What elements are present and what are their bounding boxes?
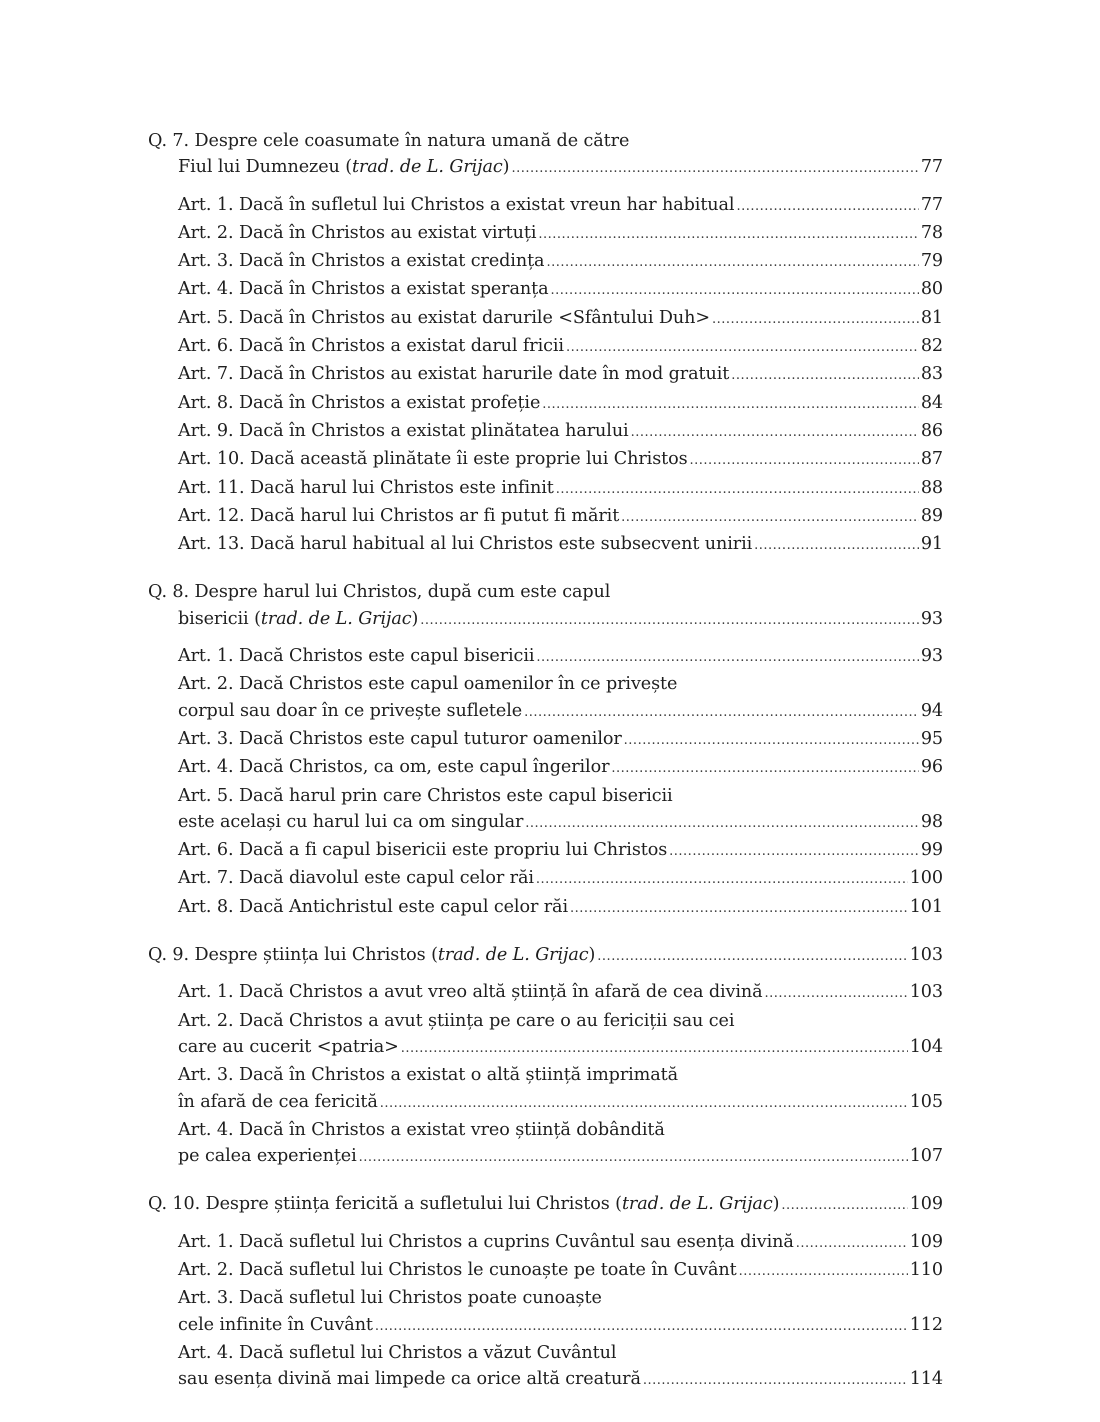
article-title: Art. 2. Dacă Christos este capul oamenilor în ce privește [178,674,678,695]
toc-article-entry[interactable] [148,1117,943,1172]
leader-dots [359,1143,908,1171]
article-title: Art. 9. Dacă în Christos a existat plinătatea harului [178,420,629,441]
article-title: Art. 8. Dacă Antichristul este capul celor răi [178,896,568,917]
article-title: Art. 3. Dacă Christos este capul tuturor oamenilor [178,728,622,749]
page-number: 94 [920,700,943,721]
page-number: 89 [920,505,943,526]
question-title: Q. 8. Despre harul lui Christos, după cum este capul [148,582,611,603]
toc-article-entry[interactable] [148,1008,943,1063]
question-title-cont: bisericii (trad. de L. Grijac) [178,608,419,629]
page-number: 93 [920,646,943,667]
article-title: Art. 13. Dacă harul habitual al lui Christos este subsecvent unirii [178,534,753,555]
toc-question-section [148,1191,943,1394]
page-number: 110 [909,1259,943,1280]
translator-credit: trad. de L. Grijac [621,1194,773,1215]
leader-dots [736,192,918,220]
toc-article-entry[interactable] [148,220,943,248]
article-title: care au cucerit <patria> [178,1036,399,1057]
leader-dots [570,894,908,922]
page-number: 82 [920,336,943,357]
toc-article-entry[interactable] [148,531,943,559]
toc-question-entry[interactable] [148,1191,943,1219]
toc-article-entry[interactable] [148,248,943,276]
article-title: Art. 1. Dacă Christos este capul bisericii [178,646,535,667]
leader-dots [611,754,918,782]
leader-dots [538,220,918,248]
toc-article-entry[interactable] [148,754,943,782]
table-of-contents [148,128,943,1414]
page-number: 84 [920,392,943,413]
toc-article-entry[interactable] [148,1062,943,1117]
toc-question-entry[interactable] [148,579,943,634]
page-number: 95 [920,728,943,749]
page-number: 83 [920,364,943,385]
page-number: 87 [920,449,943,470]
article-title: Art. 5. Dacă în Christos au existat darurile <Sfântului Duh> [178,307,710,328]
leader-dots [566,333,919,361]
toc-article-entry[interactable] [148,865,943,893]
page-number: 112 [909,1314,943,1335]
leader-dots [536,865,908,893]
article-title: în afară de cea fericită [178,1091,378,1112]
toc-article-entry[interactable] [148,894,943,922]
leader-dots [597,942,907,970]
page-number: 86 [920,420,943,441]
page-number: 100 [909,868,943,889]
page-number: 114 [909,1369,943,1390]
leader-dots [624,726,919,754]
toc-article-entry[interactable] [148,305,943,333]
article-title: cele infinite în Cuvânt [178,1314,373,1335]
page-number: 99 [920,840,943,861]
leader-dots [511,154,918,182]
leader-dots [621,503,919,531]
article-title: Art. 11. Dacă harul lui Christos este infinit [178,477,554,498]
page-number: 109 [909,1231,943,1252]
toc-article-entry[interactable] [148,503,943,531]
leader-dots [524,698,919,726]
page-number: 79 [920,251,943,272]
toc-question-section [148,942,943,1171]
leader-dots [731,361,919,389]
article-title: corpul sau doar în ce privește sufletele [178,700,523,721]
article-title: Art. 4. Dacă în Christos a existat vreo știință dobândită [178,1119,665,1140]
leader-dots [550,276,918,304]
page-number: 109 [909,1194,943,1215]
leader-dots [542,390,919,418]
article-title: Art. 10. Dacă această plinătate îi este proprie lui Christos [178,449,688,470]
leader-dots [765,979,908,1007]
toc-question-section [148,128,943,559]
toc-article-entry[interactable] [148,783,943,838]
toc-question-section [148,579,943,922]
page-number: 107 [909,1146,943,1167]
article-title: Art. 2. Dacă în Christos au existat virtuți [178,222,537,243]
question-title: Q. 9. Despre știința lui Christos (trad. de L. Grijac) [148,945,596,966]
page-number: 103 [909,982,943,1003]
article-title: Art. 3. Dacă în Christos a existat credința [178,251,545,272]
article-title: Art. 1. Dacă sufletul lui Christos a cuprins Cuvântul sau esența divină [178,1231,794,1252]
translator-credit: trad. de L. Grijac [352,157,503,178]
leader-dots [796,1229,908,1257]
page-number: 96 [920,757,943,778]
article-title: Art. 1. Dacă Christos a avut vreo altă știință în afară de cea divină [178,982,763,1003]
toc-article-entry[interactable] [148,643,943,671]
translator-credit: trad. de L. Grijac [260,608,412,629]
article-title: Art. 3. Dacă sufletul lui Christos poate cunoaște [178,1288,602,1309]
toc-article-entry[interactable] [148,726,943,754]
article-title: pe calea experienței [178,1146,357,1167]
article-title: Art. 2. Dacă Christos a avut știința pe care o au fericiții sau cei [178,1010,735,1031]
leader-dots [401,1034,908,1062]
toc-article-entry[interactable] [148,192,943,220]
leader-dots [669,837,919,865]
toc-article-entry[interactable] [148,361,943,389]
article-title: Art. 2. Dacă sufletul lui Christos le cunoaște pe toate în Cuvânt [178,1259,737,1280]
leader-dots [712,305,919,333]
article-title: Art. 3. Dacă în Christos a existat o altă știință imprimată [178,1065,678,1086]
toc-question-entry[interactable] [148,128,943,183]
leader-dots [380,1089,908,1117]
toc-article-entry[interactable] [148,1285,943,1340]
question-title-cont: Fiul lui Dumnezeu (trad. de L. Grijac) [178,157,510,178]
toc-article-entry[interactable] [148,418,943,446]
translator-credit: trad. de L. Grijac [437,945,589,966]
toc-question-entry[interactable] [148,942,943,970]
article-title: Art. 4. Dacă Christos, ca om, este capul îngerilor [178,757,610,778]
question-title: Q. 7. Despre cele coasumate în natura umană de către [148,131,630,151]
page-number: 93 [920,608,943,629]
leader-dots [690,446,919,474]
toc-article-entry[interactable] [148,333,943,361]
toc-article-entry[interactable] [148,979,943,1007]
article-title: Art. 6. Dacă a fi capul bisericii este propriu lui Christos [178,840,668,861]
article-title: Art. 6. Dacă în Christos a existat darul fricii [178,336,564,357]
page-number: 103 [909,945,943,966]
page-number: 104 [909,1036,943,1057]
article-title: Art. 12. Dacă harul lui Christos ar fi putut fi mărit [178,505,620,526]
article-title: Art. 7. Dacă în Christos au existat harurile date în mod gratuit [178,364,730,385]
leader-dots [375,1312,908,1340]
toc-article-entry[interactable] [148,1340,943,1395]
leader-dots [556,475,919,503]
article-title: Art. 4. Dacă sufletul lui Christos a văzut Cuvântul [178,1342,617,1363]
leader-dots [781,1191,907,1219]
article-title: sau esența divină mai limpede ca orice altă creatură [178,1369,641,1390]
toc-article-entry[interactable] [148,446,943,474]
leader-dots [546,248,918,276]
toc-article-entry[interactable] [148,1229,943,1257]
toc-article-entry[interactable] [148,390,943,418]
article-title: este același cu harul lui ca om singular [178,811,524,832]
toc-article-entry[interactable] [148,1257,943,1285]
leader-dots [420,606,919,634]
page-number: 101 [909,896,943,917]
toc-article-entry[interactable] [148,671,943,726]
leader-dots [631,418,919,446]
page-number: 91 [920,534,943,555]
page-number: 98 [920,811,943,832]
page-number: 105 [909,1091,943,1112]
page-number: 77 [920,194,943,215]
toc-article-entry[interactable] [148,475,943,503]
leader-dots [754,531,919,559]
page-number: 88 [920,477,943,498]
article-title: Art. 7. Dacă diavolul este capul celor răi [178,868,534,889]
question-title: Q. 10. Despre știința fericită a sufletului lui Christos (trad. de L. Grijac) [148,1194,780,1215]
article-title: Art. 5. Dacă harul prin care Christos este capul bisericii [178,785,673,806]
leader-dots [525,809,919,837]
toc-article-entry[interactable] [148,837,943,865]
article-title: Art. 4. Dacă în Christos a existat speranța [178,279,549,300]
article-title: Art. 8. Dacă în Christos a existat profeție [178,392,541,413]
page-number: 78 [920,222,943,243]
page-number: 81 [920,307,943,328]
leader-dots [643,1366,908,1394]
page-number: 80 [920,279,943,300]
leader-dots [536,643,918,671]
toc-article-entry[interactable] [148,276,943,304]
leader-dots [739,1257,908,1285]
page-number: 77 [920,157,943,178]
article-title: Art. 1. Dacă în sufletul lui Christos a existat vreun har habitual [178,194,735,215]
